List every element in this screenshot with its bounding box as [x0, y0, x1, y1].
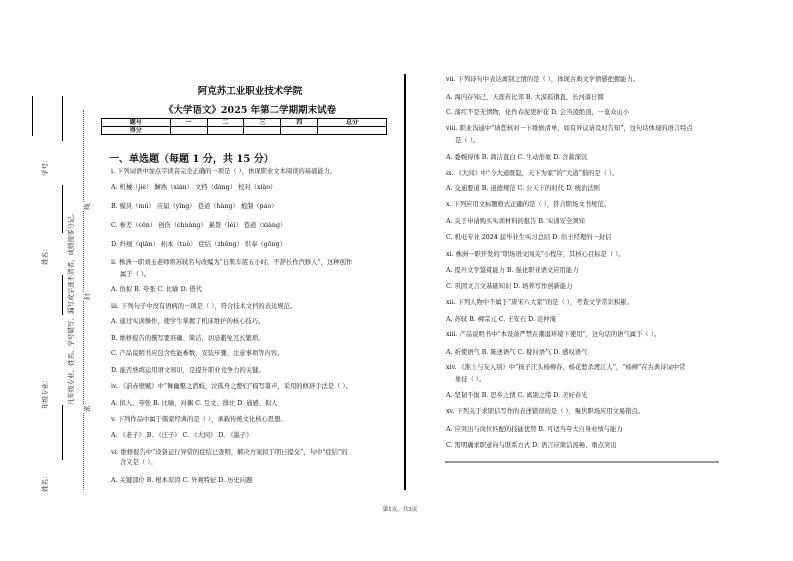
question-line: 属于（ ）。: [120, 271, 151, 278]
student-id-label: 学号：: [41, 156, 49, 176]
question-line: ii. 株洲一职刘玉老师将苏轼名句改编为“日肌车底五小时，不辞长作汽修人”，这种创作: [111, 259, 353, 266]
score-input: [207, 127, 244, 135]
score-cell: 二: [207, 119, 244, 127]
option-line: A. 《老子》 B. 《庄子》 C. 《大同》 D. 《墨子》: [111, 432, 253, 439]
question-line: ix. 《大同》中“今大道既隐，天下为家”的“大道”指的是（ ）。: [446, 170, 619, 177]
class-name-label: 姓名：: [41, 472, 49, 492]
option-line: D. 能否熟练运用语文知识，是提升职业竞争力的关键。: [111, 367, 265, 374]
question-line: vii. 下列诗句中表达离别之情的是（ ），体现古典文学情感把握能力。: [446, 76, 640, 83]
grade-major-label: 年级专业：: [41, 376, 49, 409]
question-line: 含义是（ ）。: [120, 459, 157, 466]
option-line: D. 纤细（qiān） 拓本（tuò） 症结（zhēng） 供奉（gōng）: [111, 241, 286, 248]
option-line: A. 关键部位 B. 根本原因 C. 外观特征 D. 历史问题: [111, 477, 253, 484]
score-cell: 总分: [318, 119, 387, 127]
option-line: C. 机电专业 2024 届毕业生实习总结 D. 给王经理的一封信: [446, 234, 612, 241]
question-line: 是（ ）。: [455, 137, 480, 144]
option-line: A. 仿拟 B. 夸张 C. 比喻 D. 借代: [111, 286, 202, 293]
option-line: C. 需明确求职意向与联系方式 D. 语言应简洁流畅、重点突出: [446, 442, 617, 449]
score-table-score-row: [102, 127, 387, 135]
name-field-2[interactable]: [62, 275, 63, 315]
option-line: A. 提升文学鉴赏能力 B. 强化职业语文应用能力: [446, 267, 579, 274]
option-line: A. 拟人、夸张 B. 比喻、对偶 C. 互文、排比 D. 通感、拟人: [111, 400, 278, 407]
seal-xian: 线: [83, 203, 91, 210]
score-input: [318, 127, 387, 135]
name-label: 姓名：: [41, 245, 49, 265]
column-divider: [404, 74, 406, 490]
option-line: A. 苏轼 B. 柳宗元 C. 王安石 D. 范仲淹: [446, 316, 556, 323]
score-cell: 三: [244, 119, 281, 127]
score-cell: 一: [170, 119, 207, 127]
binding-warning: 凡年级专业、姓名、学号错写、漏写或字迹不清者，成绩按零分记。: [67, 210, 75, 405]
question-line: xv. 下列关于求职信写作的表述错误的是（ ），聚焦职场应用文易错点。: [446, 408, 645, 415]
name-field[interactable]: [62, 185, 63, 233]
question-line: v. 下列作品中属于儒家经典的是（ ），承载传统文化核心思想。: [111, 416, 287, 423]
option-line: A. 通过实训操作，使学生掌握了机床维护的核心技巧。: [111, 318, 265, 325]
exam-title: 《大学语文》2025 年第二学期期末试卷: [163, 105, 337, 116]
binding-line: [32, 96, 33, 136]
question-line: viii. 职业沟通中“请您核对一下维修清单，如有异议请及时告知”，这句话体现的语言特点: [446, 125, 693, 132]
option-line: C. 巩固文言文基础知识 D. 培养写作创新能力: [446, 283, 573, 290]
option-line: A. 关于申请购买实训材料的报告 B. 实训安全须知: [446, 218, 585, 225]
page-number: 第1页，共3页: [382, 507, 418, 513]
option-line: A. 应突出与岗位匹配的技能优势 B. 可适当夸大自身业绩与能力: [446, 426, 623, 433]
seal-mi: 密: [83, 405, 91, 412]
school-name: 阿克苏工业职业技术学院: [197, 86, 303, 97]
question-line: iv. 《前赤壁赋》中“舞幽壑之潜蛟，泣孤舟之嫠妇”描写箫声，采用的修辞手法是（ ）。: [111, 383, 352, 390]
option-line: A. 委婉得体 B. 简洁直白 C. 生动形象 D. 含蓄深沉: [446, 154, 588, 161]
question-line: i. 下列词语中加点字读音完全正确的一项是（ ），体现职业文本阅读的基础能力。: [111, 168, 337, 175]
score-table: [101, 118, 387, 135]
option-line: A. 海内存知己，天涯若比邻 B. 大漠孤烟直，长河落日圆: [446, 94, 604, 101]
student-id-field[interactable]: [62, 96, 63, 141]
score-input: [170, 127, 207, 135]
score-cell: 题号: [102, 119, 171, 127]
question-line: 象征（ ）。: [455, 376, 486, 383]
score-table-header-row: [102, 119, 387, 127]
seal-feng: 封: [83, 293, 91, 300]
option-line: A. 交通要道 B. 道德规范 C. 公天下的时代 D. 统治法则: [446, 185, 600, 192]
seal-dotted-line: [83, 110, 84, 490]
question-line: vi. 维修报告中“设备运行异常的症结已查明，解决方案拟于明日提交”，句中“症结”的: [111, 449, 348, 456]
score-input: [281, 127, 318, 135]
section-title: 一、单选题（每题 1 分，共 15 分）: [109, 154, 274, 165]
option-line: A. 坚韧不拔 B. 思乡之情 C. 离别之绪 D. 美好春光: [446, 392, 588, 399]
option-line: C. 落红不是无情物，化作春泥更护花 D. 会当凌绝顶，一览众山小: [446, 109, 630, 116]
question-line: iii. 下列句子中没有语病的一项是（ ），符合技术文档的表达规范。: [111, 303, 297, 310]
question-line: xii. 下列人物中不属于“唐宋八大家”的是（ ），考查文学常识积累。: [446, 299, 633, 306]
grade-major-field[interactable]: [62, 405, 63, 460]
option-line: B. 模具（mú） 应届（yīng） 巷道（hàng） 炮制（páo）: [111, 203, 278, 210]
section-end-rule: [445, 461, 719, 463]
question-line: xi. 株洲一职开发的“职场语文闯关”小程序，其核心目标是（ ）。: [446, 251, 625, 258]
option-line: B. 维修报告的撰写要准确、简洁，切忌避免冗长繁琐。: [111, 335, 265, 342]
question-line: xiii. 产品说明书中“本设备严禁在潮湿环境下使用”，这句话的语气属于（ ）。: [446, 331, 661, 338]
score-cell: 四: [281, 119, 318, 127]
option-line: A. 机械（jiè） 娴熟（xián） 文档（dàng） 校对（xiào）: [111, 184, 277, 191]
question-line: xiv. 《淮上与友人别》中“扬子江头杨柳春，杨花愁杀渡江人”，“杨柳”在古典诗词中常: [446, 364, 686, 371]
question-line: x. 下列应用文标题格式正确的是（ ），符合职场文书规范。: [446, 201, 610, 208]
score-cell: 得分: [102, 127, 171, 135]
score-input: [244, 127, 281, 135]
option-line: C. 参差（cēn） 创伤（chuàng） 累赘（léi） 巷道（xiàng）: [111, 222, 287, 229]
option-line: C. 产品说明书应包含性能参数、安装步骤、注意事项等内容。: [111, 350, 284, 357]
option-line: A. 祈使语气 B. 陈述语气 C. 疑问语气 D. 感叹语气: [446, 349, 588, 356]
